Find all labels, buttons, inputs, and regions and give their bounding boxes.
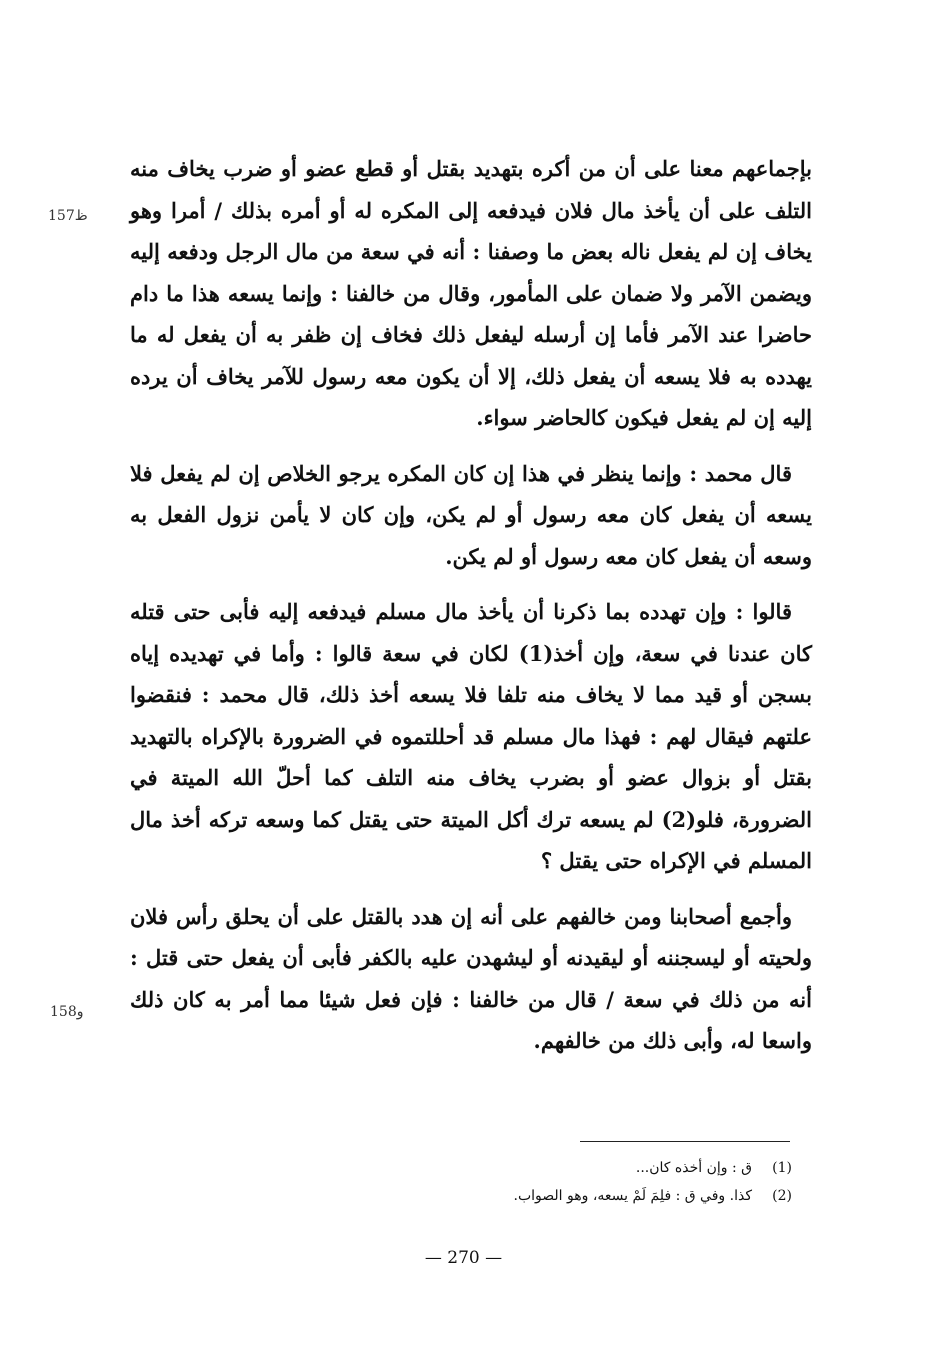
paragraph: بإجماعهم معنا على أن من أكره بتهديد بقتل أو قطع عضو أو ضرب يخاف منه التلف على أن يأخذ مال فلان فيدفعه إلى المكره له أو أمره بذلك / أمرا وهو يخاف إن لم يفعل ناله بعض ما وصفنا : أنه في سعة من مال الرجل ودفعه إليه ويضمن الآمر ولا ضمان على المأمور، وقال من خالفنا : وإنما يسعه هذا ما دام حاضرا عند الآمر فأما إن أرسله ليفعل ذلك فخاف إن ظفر به أن يفعل له ما يهدده به فلا يسعه أن يفعل ذلك، إلا أن يكون معه رسول للآمر يخاف أن يرده إليه إن لم يفعل فيكون كالحاضر سواء.: [130, 156, 812, 430]
page-number: — 270 —: [424, 1248, 503, 1268]
paragraph: قال محمد : وإنما ينظر في هذا إن كان المكره يرجو الخلاص إن لم يفعل فلا يسعه أن يفعل كان معه رسول أو لم يكن، وإن كان لا يأمن نزول الفعل به وسعه أن يفعل كان معه رسول أو لم يكن.: [130, 460, 812, 569]
paragraph: وأجمع أصحابنا ومن خالفهم على أنه إن هدد بالقتل على أن يحلق رأس فلان ولحيته أو ليسجننه أو ليقيدنه أو ليشهدن عليه بالكفر فأبى أن يفعل حتى قتل : أنه من ذلك في سعة / قال من خالفنا : فإن فعل شيئا مما أمر به كان ذلك واسعا له، وأبى ذلك من خالفهم.: [130, 903, 812, 1053]
main-text: [130, 148, 812, 1076]
paragraph: قالوا : وإن تهدده بما ذكرنا أن يأخذ مال مسلم فيدفعه إليه فأبى حتى قتله كان عندنا في سعة، وإن أخذ(1) لكان في سعة قالوا : وأما في تهديده إياه بسجن أو قيد مما لا يخاف منه تلفا فلا يسعه أخذ ذلك، قال محمد : فنقضوا علتهم فيقال لهم : فهذا مال مسلم قد أحللتموه في الضرورة بالإكراه بالتهديد بقتل أو بزوال عضو أو بضرب يخاف منه التلف كما أحلّ الله الميتة في الضرورة، فلو(2) لم يسعه ترك أكل الميتة حتى يقتل كما وسعه تركه أخذ مال المسلم في الإكراه حتى يقتل ؟: [130, 599, 813, 873]
footnote-text: كذا. وفي ق : فلِمَ لَمْ يسعه، وهو الصواب.: [513, 1188, 752, 1204]
footnote-number: (1): [772, 1160, 792, 1176]
footnote-divider: [580, 1141, 790, 1142]
margin-folio-note: 158و: [50, 1004, 84, 1020]
footnote-text: ق : وإن أخذه كان...: [635, 1160, 752, 1176]
footnote: [400, 1154, 792, 1182]
footnotes: [400, 1154, 792, 1210]
footnote: [400, 1182, 792, 1210]
margin-folio-note: 157ظ: [48, 208, 88, 224]
footnote-number: (2): [772, 1188, 792, 1204]
